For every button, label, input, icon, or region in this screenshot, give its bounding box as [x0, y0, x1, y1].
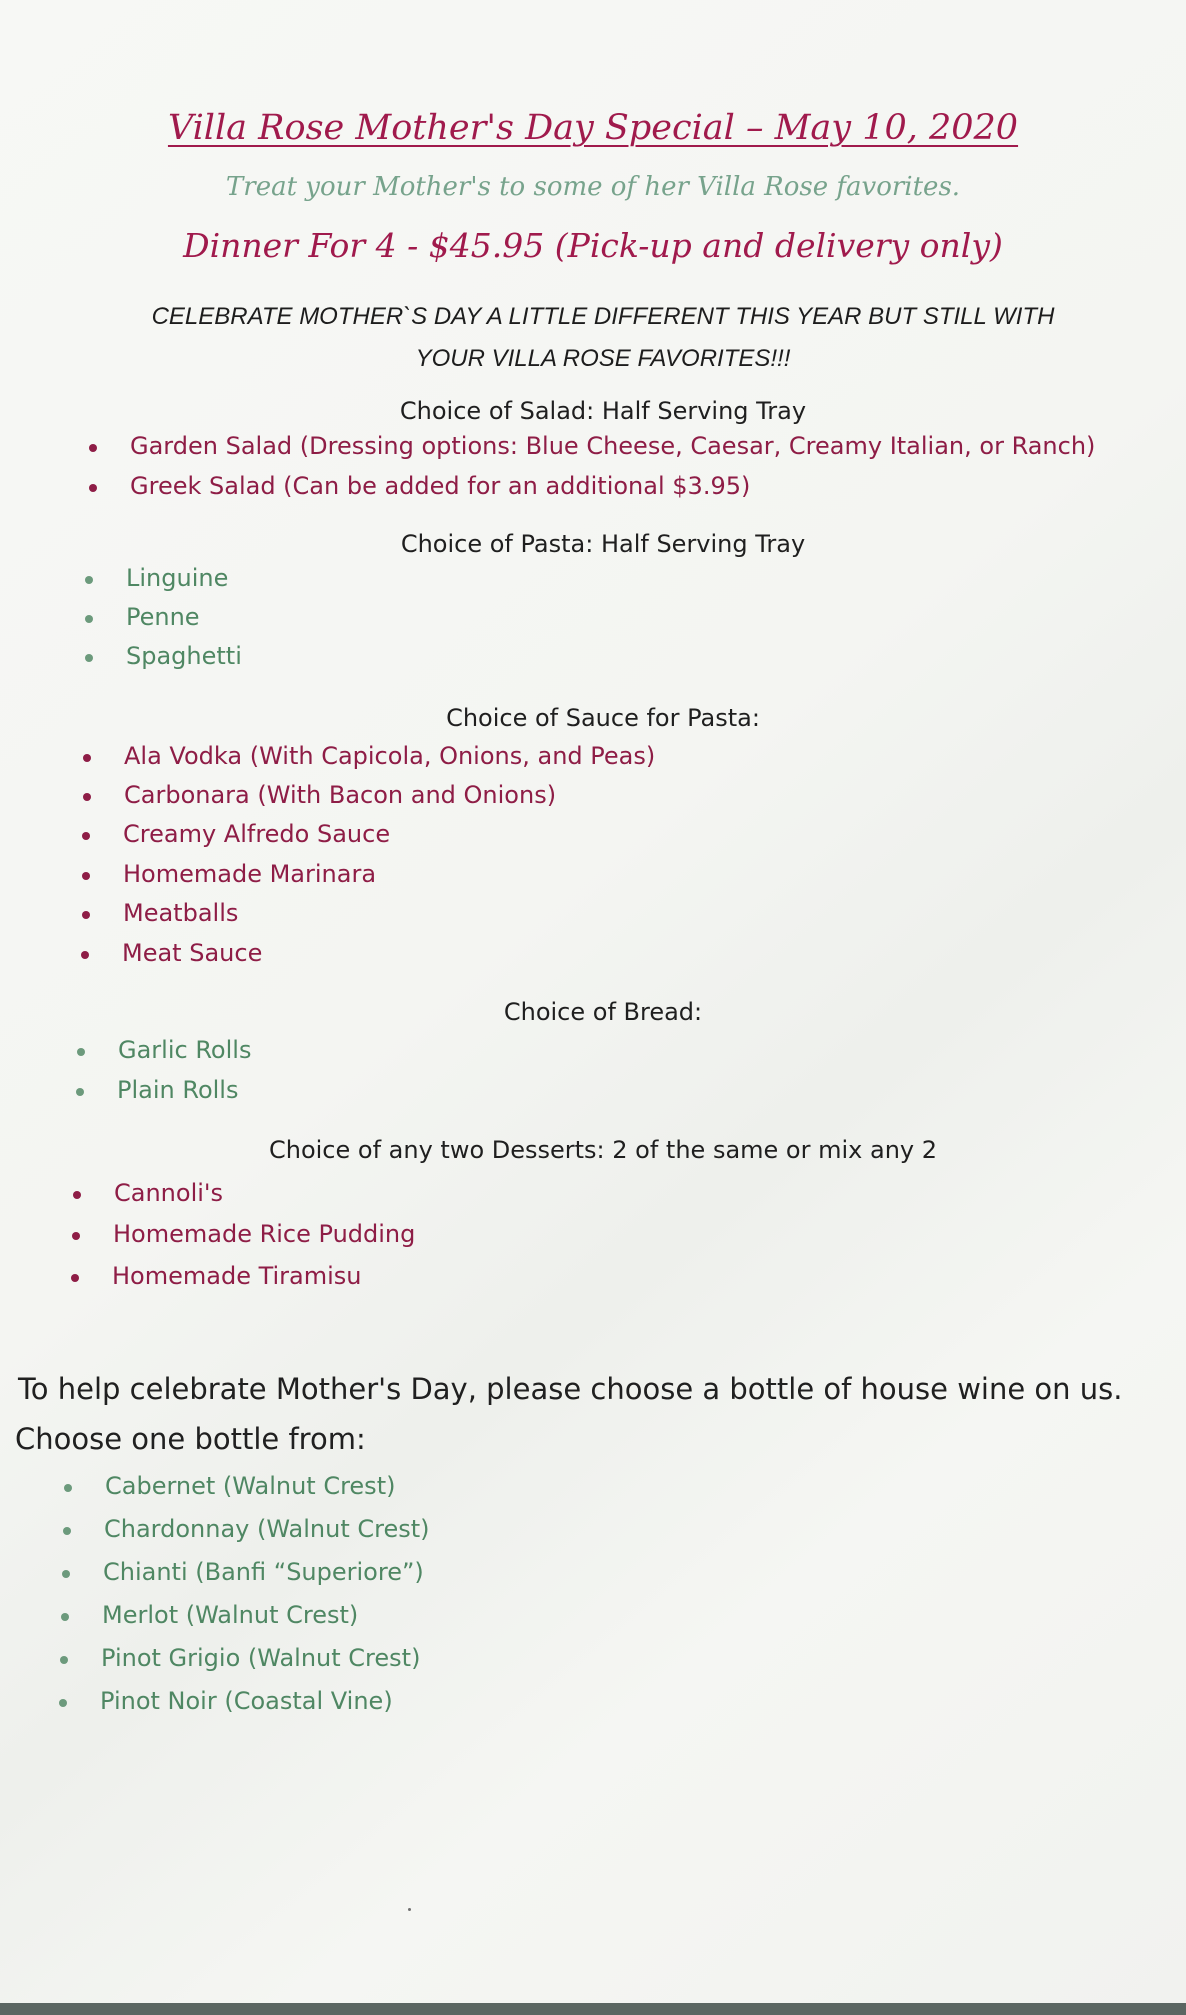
pasta-item: Linguine: [126, 564, 228, 592]
bullet-icon: [81, 951, 89, 959]
bullet-icon: [89, 484, 97, 492]
pasta-item: Spaghetti: [126, 642, 242, 670]
wine-intro: To help celebrate Mother's Day, please choose a bottle of house wine on us.: [18, 1372, 1123, 1406]
bullet-icon: [64, 1484, 72, 1492]
sauce-item: Meat Sauce: [122, 939, 262, 967]
wine-item: Chardonnay (Walnut Crest): [104, 1515, 430, 1543]
bullet-icon: [62, 1570, 70, 1578]
celebrate-line-2: YOUR VILLA ROSE FAVORITES!!!: [415, 345, 791, 372]
sauce-item: Meatballs: [123, 899, 238, 927]
bullet-icon: [83, 793, 91, 801]
wine-item: Merlot (Walnut Crest): [102, 1601, 358, 1629]
wine-item: Chianti (Banfi “Superiore”): [103, 1558, 424, 1586]
desserts-heading: Choice of any two Desserts: 2 of the same or mix any 2: [268, 1136, 938, 1164]
bullet-icon: [59, 1699, 67, 1707]
bullet-icon: [71, 1274, 79, 1282]
bullet-icon: [60, 1656, 68, 1664]
pasta-item: Penne: [126, 603, 200, 631]
wine-item: Pinot Grigio (Walnut Crest): [101, 1644, 420, 1672]
bullet-icon: [85, 576, 93, 584]
bullet-icon: [85, 654, 93, 662]
bullet-icon: [63, 1527, 71, 1535]
dessert-item: Cannoli's: [114, 1179, 223, 1207]
bullet-icon: [82, 872, 90, 880]
celebrate-line-1: CELEBRATE MOTHER`S DAY A LITTLE DIFFERENT THIS YEAR BUT STILL WITH: [151, 303, 1055, 330]
dessert-item: Homemade Tiramisu: [112, 1262, 362, 1290]
bullet-icon: [72, 1232, 80, 1240]
bullet-icon: [77, 1048, 85, 1056]
wine-item: Pinot Noir (Coastal Vine): [100, 1687, 393, 1715]
bread-item: Garlic Rolls: [118, 1036, 251, 1064]
bullet-icon: [89, 444, 97, 452]
wine-item: Cabernet (Walnut Crest): [105, 1472, 395, 1500]
table-surface: [0, 2003, 1186, 2015]
bullet-icon: [85, 615, 93, 623]
celebrate-note: [0, 296, 1186, 380]
salad-heading: Choice of Salad: Half Serving Tray: [399, 397, 807, 425]
menu-title: Villa Rose Mother's Day Special – May 10, 2020: [167, 108, 1019, 148]
paper-speck: [408, 1908, 411, 1911]
sauce-item: Carbonara (With Bacon and Onions): [124, 781, 556, 809]
bullet-icon: [83, 754, 91, 762]
bullet-icon: [82, 832, 90, 840]
bullet-icon: [82, 911, 90, 919]
sauce-heading: Choice of Sauce for Pasta:: [446, 704, 760, 732]
sauce-item: Ala Vodka (With Capicola, Onions, and Peas): [124, 742, 655, 770]
salad-item: Greek Salad (Can be added for an additional $3.95): [130, 472, 750, 500]
bullet-icon: [61, 1613, 69, 1621]
sauce-item: Homemade Marinara: [123, 860, 376, 888]
menu-subtitle: Treat your Mother's to some of her Villa Rose favorites.: [225, 172, 961, 202]
bullet-icon: [73, 1191, 81, 1199]
bullet-icon: [76, 1088, 84, 1096]
dessert-item: Homemade Rice Pudding: [113, 1220, 415, 1248]
bread-heading: Choice of Bread:: [503, 998, 703, 1026]
salad-item: Garden Salad (Dressing options: Blue Cheese, Caesar, Creamy Italian, or Ranch): [130, 432, 1095, 460]
dinner-price: Dinner For 4 - $45.95 (Pick-up and delivery only): [183, 226, 1003, 265]
pasta-heading: Choice of Pasta: Half Serving Tray: [400, 530, 806, 558]
sauce-item: Creamy Alfredo Sauce: [123, 820, 390, 848]
wine-choose: Choose one bottle from:: [15, 1422, 366, 1456]
bread-item: Plain Rolls: [117, 1076, 238, 1104]
